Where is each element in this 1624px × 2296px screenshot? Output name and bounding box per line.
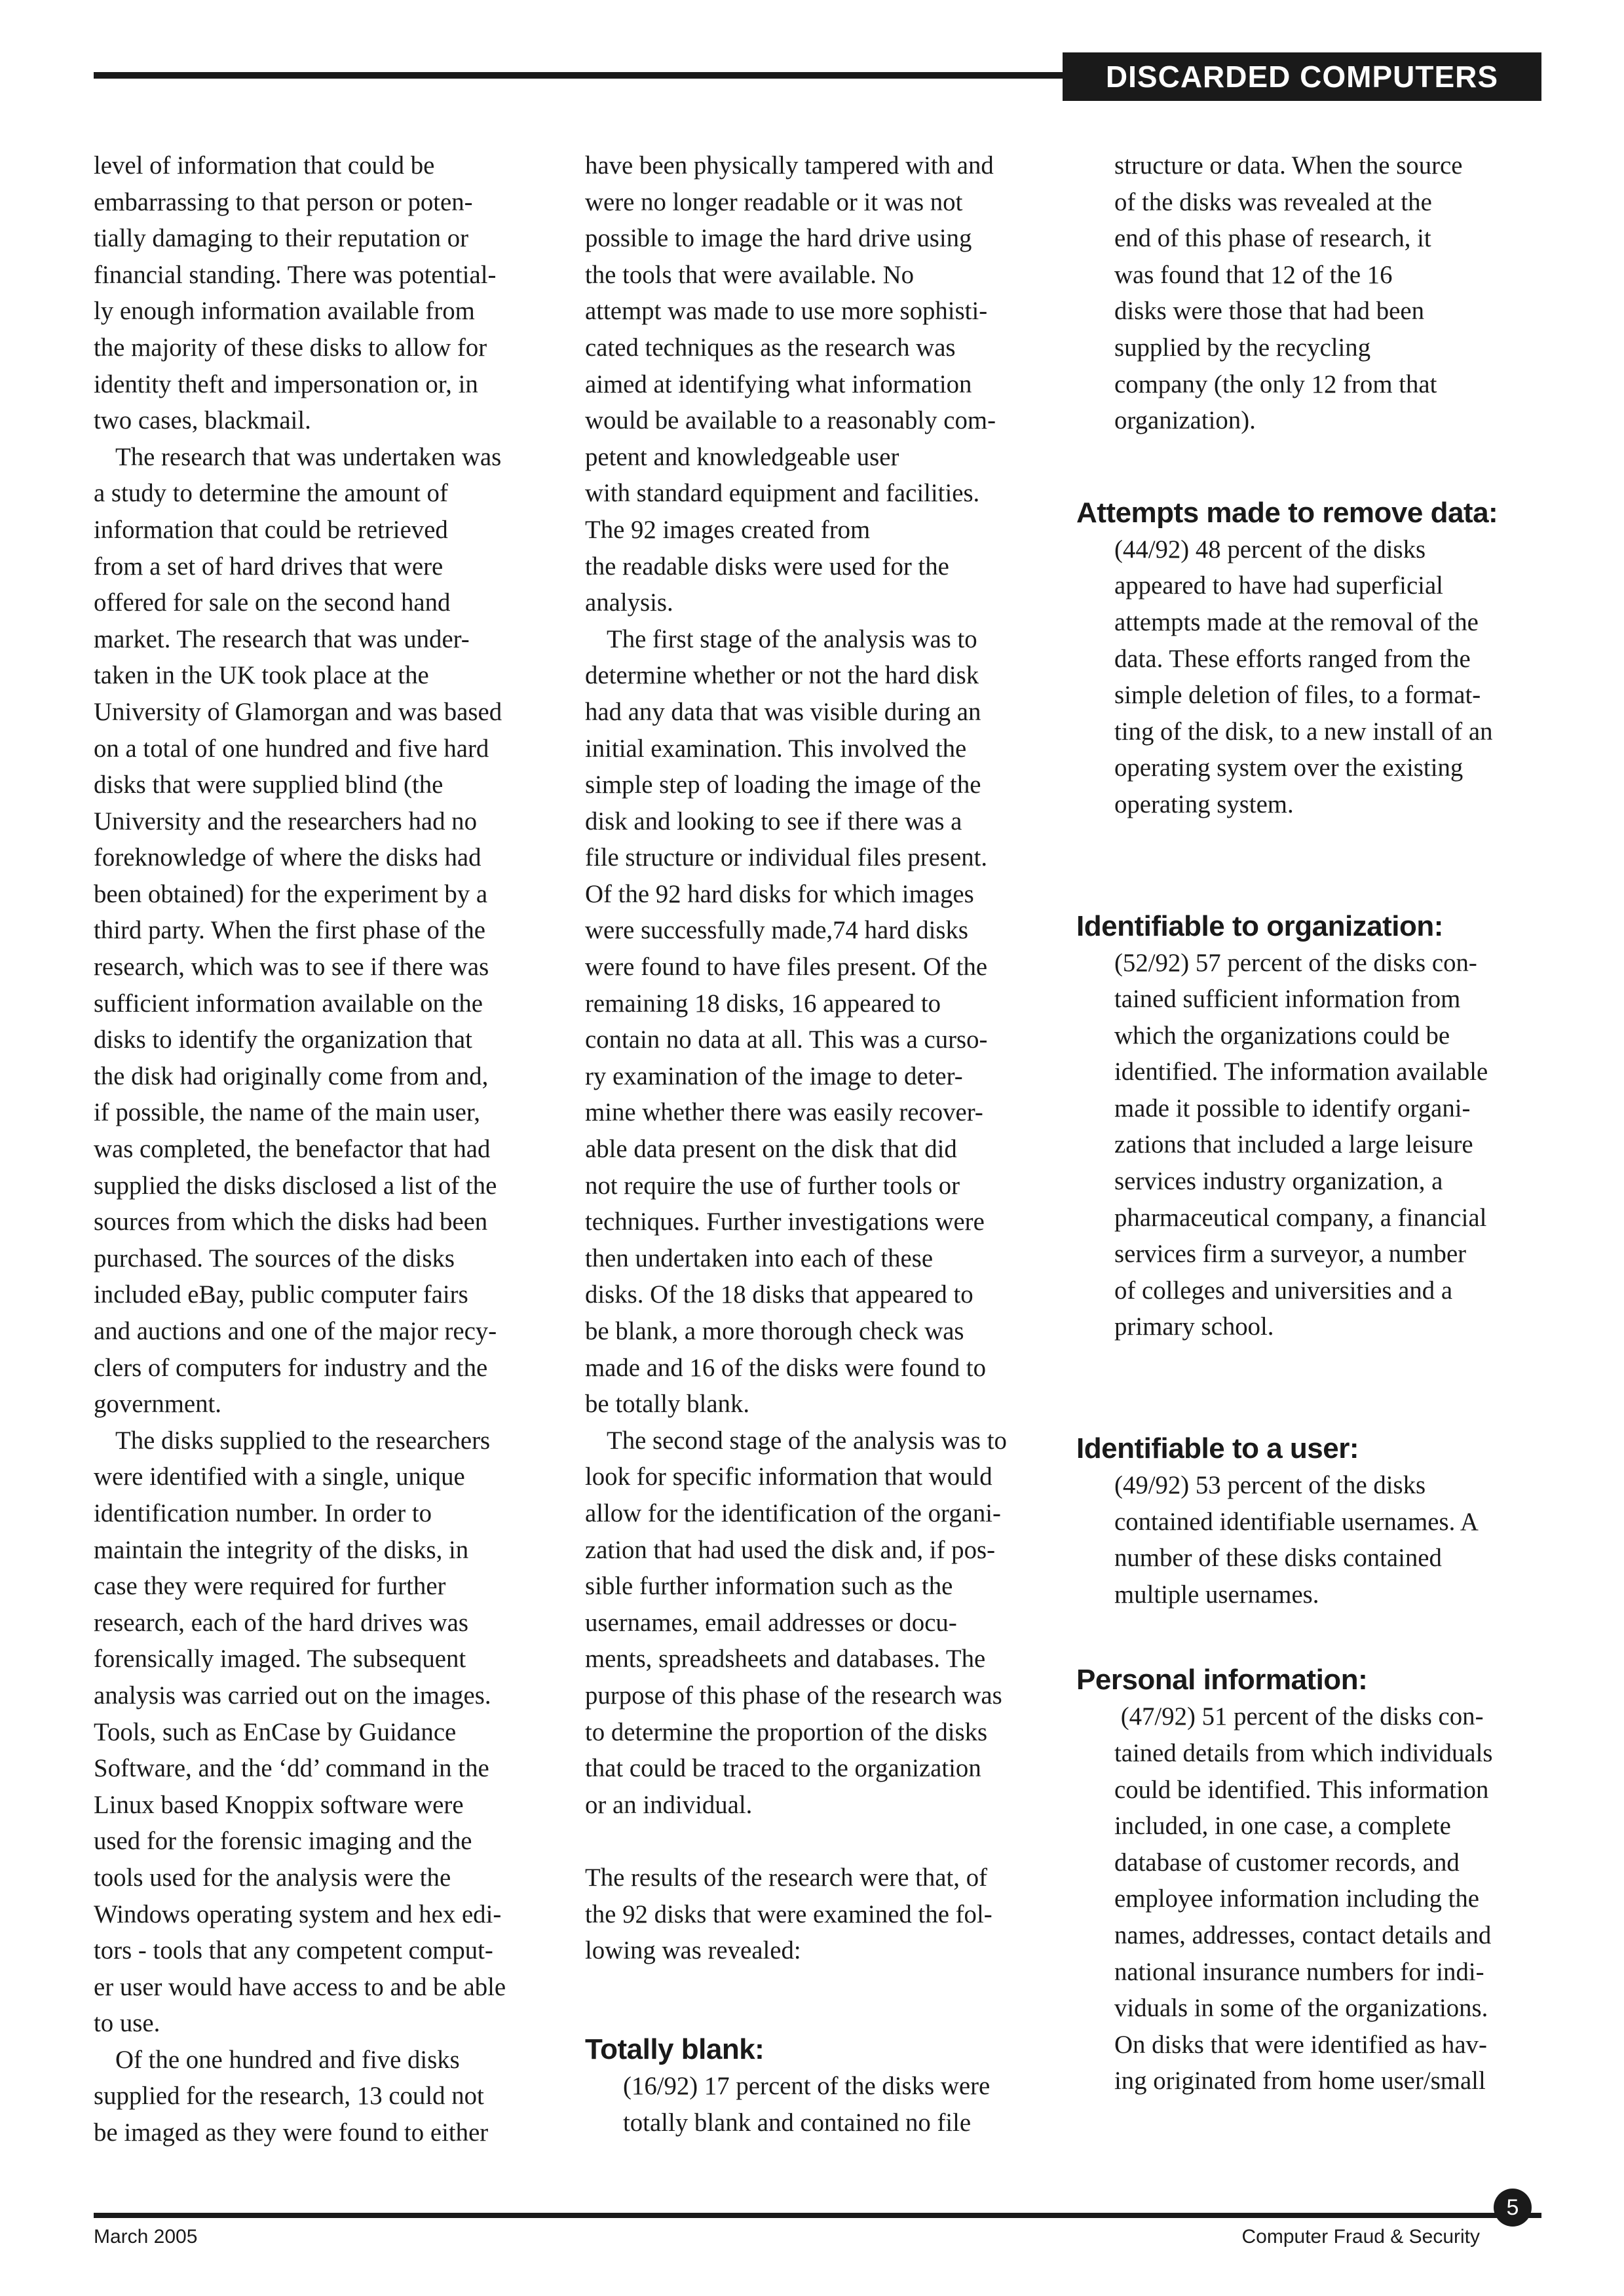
- footer-publication: Computer Fraud & Security: [1241, 2226, 1480, 2248]
- text-line: database of customer records, and: [1114, 1848, 1460, 1877]
- section-body-continued: [1076, 147, 1541, 439]
- text-line: from a set of hard drives that were: [94, 552, 444, 581]
- footer-rule: [94, 2213, 1541, 2218]
- text-line: supplied the disks disclosed a list of the: [94, 1171, 497, 1200]
- text-line: disk and looking to see if there was a: [585, 807, 962, 835]
- text-line: number of these disks contained: [1114, 1544, 1442, 1573]
- text-line: made it possible to identify organi-: [1114, 1094, 1471, 1122]
- text-line: sources from which the disks had been: [94, 1208, 488, 1236]
- text-line: financial standing. There was potential-: [94, 260, 497, 289]
- text-line: appeared to have had superficial: [1114, 571, 1443, 600]
- text-line: disks that were supplied blind (the: [94, 771, 444, 799]
- paragraph-gap: [585, 1969, 1044, 2006]
- text-line: University of Glamorgan and was based: [94, 697, 502, 726]
- text-line: purchased. The sources of the disks: [94, 1244, 455, 1272]
- text-line: The results of the research were that, of: [585, 1863, 988, 1892]
- text-line: viduals in some of the organizations.: [1114, 1994, 1488, 2023]
- text-line: Linux based Knoppix software were: [94, 1790, 464, 1819]
- text-line: or an individual.: [585, 1790, 753, 1819]
- text-line: tools used for the analysis were the: [94, 1863, 451, 1892]
- text-line: a study to determine the amount of: [94, 479, 448, 508]
- text-line: disks were those that had been: [1114, 297, 1424, 326]
- text-line: er user would have access to and be able: [94, 1972, 506, 2001]
- text-line: usernames, email addresses or docu-: [585, 1608, 957, 1637]
- text-line: simple deletion of files, to a format-: [1114, 681, 1481, 710]
- text-line: employee information including the: [1114, 1885, 1480, 1913]
- text-line: petent and knowledgeable user: [585, 442, 899, 471]
- page-number-badge: 5: [1494, 2189, 1532, 2227]
- text-line: were no longer readable or it was not: [585, 187, 963, 216]
- text-line: had any data that was visible during an: [585, 697, 981, 726]
- paragraph-gap: [1076, 439, 1541, 495]
- text-line: which the organizations could be: [1114, 1021, 1450, 1050]
- text-line: identified. The information available: [1114, 1058, 1488, 1086]
- section-body-attempts-remove-data: [1076, 531, 1541, 823]
- text-line: government.: [94, 1390, 222, 1419]
- text-line: information that could be retrieved: [94, 515, 448, 544]
- text-line: primary school.: [1114, 1312, 1274, 1341]
- text-line: ing originated from home user/small: [1114, 2067, 1486, 2095]
- text-line: organization).: [1114, 406, 1256, 435]
- text-line: of colleges and universities and a: [1114, 1276, 1453, 1305]
- text-line: data. These efforts ranged from the: [1114, 644, 1471, 673]
- text-line: was found that 12 of the 16: [1114, 260, 1393, 289]
- text-line: research, which was to see if there was: [94, 953, 489, 982]
- text-line: determine whether or not the hard disk: [585, 661, 979, 690]
- text-line: contain no data at all. This was a curso-: [585, 1025, 988, 1054]
- section-heading-personal-information: Personal information:: [1076, 1664, 1368, 1696]
- text-line: On disks that were identified as hav-: [1114, 2030, 1487, 2059]
- text-line: clers of computers for industry and the: [94, 1353, 488, 1382]
- text-line: sufficient information available on the: [94, 989, 483, 1018]
- text-line: have been physically tampered with and: [585, 151, 994, 180]
- footer-date: March 2005: [94, 2226, 198, 2248]
- section-heading-identifiable-user: Identifiable to a user:: [1076, 1432, 1359, 1465]
- text-line: attempts made at the removal of the: [1114, 607, 1479, 636]
- text-line: analysis was carried out on the images.: [94, 1681, 491, 1710]
- text-line: names, addresses, contact details and: [1114, 1921, 1492, 1949]
- text-line: market. The research that was under-: [94, 624, 470, 653]
- text-line: made and 16 of the disks were found to: [585, 1353, 986, 1382]
- text-line: Of the one hundred and five disks: [115, 2045, 460, 2074]
- text-line: sible further information such as the: [585, 1572, 953, 1601]
- text-line: would be available to a reasonably com-: [585, 406, 996, 435]
- text-line: national insurance numbers for indi-: [1114, 1957, 1484, 1986]
- text-line: were found to have files present. Of the: [585, 953, 988, 982]
- text-line: supplied for the research, 13 could not: [94, 2082, 484, 2111]
- text-line: ments, spreadsheets and databases. The: [585, 1645, 986, 1674]
- text-line: attempt was made to use more sophisti-: [585, 297, 988, 326]
- text-line: allow for the identification of the organi-: [585, 1499, 1001, 1527]
- text-line: pharmaceutical company, a financial: [1114, 1203, 1487, 1232]
- text-line: able data present on the disk that did: [585, 1135, 957, 1164]
- text-line: ting of the disk, to a new install of an: [1114, 717, 1493, 746]
- text-line: included, in one case, a complete: [1114, 1812, 1451, 1841]
- text-line: foreknowledge of where the disks had: [94, 843, 482, 872]
- text-line: services industry organization, a: [1114, 1167, 1443, 1196]
- section-heading-totally-blank: Totally blank:: [585, 2033, 765, 2066]
- text-line: (49/92) 53 percent of the disks: [1114, 1471, 1426, 1500]
- text-line: of the disks was revealed at the: [1114, 187, 1432, 216]
- text-line: supplied by the recycling: [1114, 333, 1371, 362]
- text-line: totally blank and contained no file: [623, 2108, 972, 2137]
- text-line: case they were required for further: [94, 1572, 446, 1601]
- text-line: third party. When the first phase of the: [94, 916, 485, 945]
- text-line: ly enough information available from: [94, 297, 475, 326]
- text-line: aimed at identifying what information: [585, 370, 972, 398]
- text-line: services firm a surveyor, a number: [1114, 1240, 1467, 1269]
- text-line: were identified with a single, unique: [94, 1463, 465, 1491]
- text-line: possible to image the hard drive using: [585, 224, 972, 253]
- text-line: The research that was undertaken was: [115, 442, 502, 471]
- text-line: were successfully made,74 hard disks: [585, 916, 969, 945]
- text-line: the 92 disks that were examined the fol-: [585, 1900, 992, 1928]
- text-line: was completed, the benefactor that had: [94, 1135, 491, 1164]
- text-line: disks to identify the organization that: [94, 1025, 472, 1054]
- text-line: (47/92) 51 percent of the disks con-: [1114, 1702, 1484, 1731]
- text-line: disks. Of the 18 disks that appeared to: [585, 1280, 973, 1309]
- text-line: techniques. Further investigations were: [585, 1208, 985, 1236]
- text-line: operating system over the existing: [1114, 754, 1463, 782]
- text-line: Of the 92 hard disks for which images: [585, 879, 974, 908]
- text-line: not require the use of further tools or: [585, 1171, 960, 1200]
- section-body-identifiable-user: [1076, 1467, 1541, 1613]
- text-line: tially damaging to their reputation or: [94, 224, 469, 253]
- text-line: file structure or individual files present.: [585, 843, 988, 872]
- text-line: identity theft and impersonation or, in: [94, 370, 478, 398]
- text-line: the readable disks were used for the: [585, 552, 949, 581]
- text-line: Windows operating system and hex edi-: [94, 1900, 502, 1928]
- text-line: remaining 18 disks, 16 appeared to: [585, 989, 941, 1018]
- text-line: to use.: [94, 2009, 161, 2038]
- text-line: used for the forensic imaging and the: [94, 1827, 472, 1856]
- text-line: tors - tools that any competent comput-: [94, 1936, 493, 1965]
- text-line: on a total of one hundred and five hard: [94, 734, 489, 763]
- text-line: zation that had used the disk and, if pos-: [585, 1535, 995, 1564]
- text-line: operating system.: [1114, 790, 1294, 818]
- text-line: analysis.: [585, 588, 673, 617]
- text-line: then undertaken into each of these: [585, 1244, 934, 1272]
- text-line: The disks supplied to the researchers: [115, 1426, 491, 1455]
- text-line: University and the researchers had no: [94, 807, 477, 835]
- text-line: (52/92) 57 percent of the disks con-: [1114, 948, 1477, 977]
- paragraph-gap: [585, 2005, 1044, 2031]
- text-line: The second stage of the analysis was to: [607, 1426, 1007, 1455]
- paragraph-gap: [585, 1823, 1044, 1860]
- text-line: multiple usernames.: [1114, 1580, 1319, 1609]
- text-line: company (the only 12 from that: [1114, 370, 1437, 398]
- paragraph-gap: [1076, 823, 1541, 908]
- text-line: zations that included a large leisure: [1114, 1130, 1473, 1159]
- section-heading-identifiable-organization: Identifiable to organization:: [1076, 909, 1443, 942]
- text-line: if possible, the name of the main user,: [94, 1098, 480, 1127]
- column-2: [585, 147, 1044, 2152]
- section-body-personal-information: [1076, 1698, 1541, 2099]
- text-line: level of information that could be: [94, 151, 435, 180]
- text-line: end of this phase of research, it: [1114, 224, 1431, 253]
- text-line: Software, and the ‘dd’ command in the: [94, 1754, 489, 1783]
- text-line: be blank, a more thorough check was: [585, 1317, 964, 1345]
- paragraph-gap: [1076, 1345, 1541, 1430]
- text-line: The first stage of the analysis was to: [607, 624, 977, 653]
- text-line: been obtained) for the experiment by a: [94, 879, 488, 908]
- text-line: two cases, blackmail.: [94, 406, 311, 435]
- text-line: (16/92) 17 percent of the disks were: [623, 2072, 991, 2101]
- text-line: tained sufficient information from: [1114, 985, 1461, 1014]
- text-line: The 92 images created from: [585, 515, 871, 544]
- text-line: Tools, such as EnCase by Guidance: [94, 1717, 457, 1746]
- text-line: research, each of the hard drives was: [94, 1608, 468, 1637]
- paragraph-gap: [1076, 1613, 1541, 1662]
- text-line: initial examination. This involved the: [585, 734, 967, 763]
- column-1: [94, 147, 552, 2152]
- text-line: ry examination of the image to deter-: [585, 1062, 963, 1090]
- section-body-totally-blank: [585, 2068, 1044, 2141]
- text-line: the tools that were available. No: [585, 260, 915, 289]
- text-line: could be identified. This information: [1114, 1775, 1489, 1804]
- text-line: offered for sale on the second hand: [94, 588, 451, 617]
- text-line: to determine the proportion of the disks: [585, 1717, 988, 1746]
- section-heading-attempts-remove-data: Attempts made to remove data:: [1076, 496, 1498, 529]
- text-line: (44/92) 48 percent of the disks: [1114, 535, 1426, 564]
- text-line: the disk had originally come from and,: [94, 1062, 489, 1090]
- text-line: purpose of this phase of the research was: [585, 1681, 1002, 1710]
- text-line: be imaged as they were found to either: [94, 2118, 489, 2147]
- text-line: embarrassing to that person or poten-: [94, 187, 473, 216]
- text-line: cated techniques as the research was: [585, 333, 956, 362]
- text-line: forensically imaged. The subsequent: [94, 1645, 466, 1674]
- text-line: tained details from which individuals: [1114, 1739, 1493, 1767]
- text-line: identification number. In order to: [94, 1499, 432, 1527]
- text-line: maintain the integrity of the disks, in: [94, 1535, 469, 1564]
- text-line: the majority of these disks to allow for: [94, 333, 487, 362]
- text-line: be totally blank.: [585, 1390, 750, 1419]
- text-line: contained identifiable usernames. A: [1114, 1507, 1479, 1536]
- text-line: with standard equipment and facilities.: [585, 479, 980, 508]
- text-line: taken in the UK took place at the: [94, 661, 429, 690]
- text-line: and auctions and one of the major recy-: [94, 1317, 497, 1345]
- text-line: simple step of loading the image of the: [585, 771, 981, 799]
- text-line: lowing was revealed:: [585, 1936, 801, 1965]
- text-line: mine whether there was easily recover-: [585, 1098, 983, 1127]
- section-body-identifiable-organization: [1076, 945, 1541, 1346]
- column-3: [1076, 147, 1541, 2152]
- section-title: DISCARDED COMPUTERS: [1063, 52, 1541, 101]
- text-line: structure or data. When the source: [1114, 151, 1463, 180]
- text-line: look for specific information that would: [585, 1463, 992, 1491]
- text-line: that could be traced to the organization: [585, 1754, 981, 1783]
- text-line: included eBay, public computer fairs: [94, 1280, 468, 1309]
